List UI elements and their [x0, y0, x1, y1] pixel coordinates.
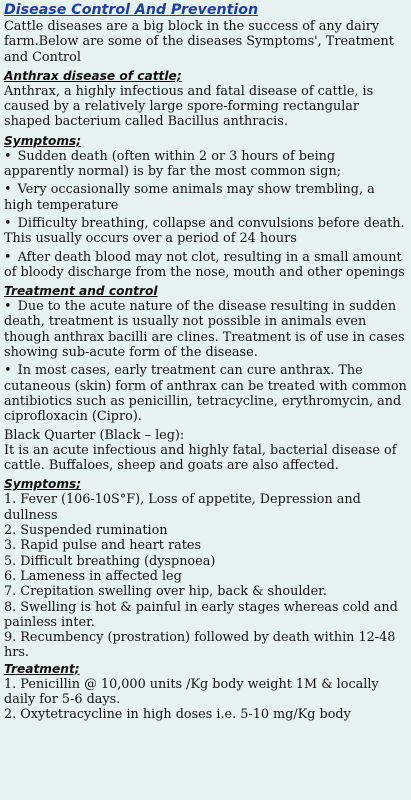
list-item: • In most cases, early treatment can cure anthrax. The cutaneous (skin) form of anthrax can be treated with common antibiotics such as penicillin, tetracycline, erythromycin, and ciprofloxacin (Cipro). [4, 363, 407, 425]
anthrax-treatment-heading: Treatment and control [4, 284, 158, 299]
list-item: 2. Oxytetracycline in high doses i.e. 5-10 mg/Kg body [4, 707, 351, 723]
anthrax-heading: Anthrax disease of cattle; [4, 68, 182, 83]
list-item: 5. Difficult breathing (dyspnoea) [4, 553, 216, 569]
list-item: • Sudden death (often within 2 or 3 hours of being apparently normal) is by far the most common sign; [4, 148, 342, 180]
intro-paragraph: Cattle diseases are a big block in the success of any dairy farm.Below are some of the diseases Symptoms', Treatment and Control [4, 19, 394, 65]
list-item: 1. Penicillin @ 10,000 units /Kg body weight 1M & locally daily for 5-6 days. [4, 676, 379, 707]
bullet-icon: • [4, 363, 12, 379]
list-item: 3. Rapid pulse and heart rates [4, 538, 202, 554]
list-item: • Due to the acute nature of the disease resulting in sudden death, treatment is usually not possible in animals even though anthrax bacilli are clines. Treatment is of use in cases showing sub-acute form of the disease. [4, 299, 405, 361]
list-item: 2. Suspended rumination [4, 523, 168, 539]
black-quarter-treatment-heading: Treatment; [4, 661, 80, 676]
bullet-icon: • [4, 215, 12, 231]
anthrax-description: Anthrax, a highly infectious and fatal disease of cattle, is caused by a relatively large spore-forming rectangular shaped bacterium called Bacillus anthracis. [4, 83, 374, 130]
bullet-icon: • [4, 182, 12, 198]
bullet-icon: • [4, 148, 12, 164]
bullet-icon: • [4, 299, 12, 315]
black-quarter-treatment-list [4, 677, 407, 723]
list-item: 9. Recumbency (prostration) followed by death within 12-48 hrs. [4, 630, 396, 661]
list-item: 1. Fever (106-10S°F), Loss of appetite, Depression and dullness [4, 492, 361, 523]
list-item: • Very occasionally some animals may show trembling, a high temperature [4, 182, 375, 213]
black-quarter-description: It is an acute infectious and highly fatal, bacterial disease of cattle. Buffaloes, sheep and goats are also affected. [4, 442, 397, 474]
list-item: • After death blood may not clot, resulting in a small amount of bloody discharge from the nose, mouth and other openings [4, 249, 405, 280]
anthrax-symptoms-heading: Symptoms; [4, 133, 82, 148]
list-item: 7. Crepitation swelling over hip, back & shoulder. [4, 584, 327, 600]
black-quarter-symptoms-heading: Symptoms; [4, 477, 82, 492]
anthrax-symptoms-list [4, 149, 407, 280]
black-quarter-symptoms-list [4, 492, 407, 660]
bullet-icon: • [4, 249, 12, 265]
list-item: • Difficulty breathing, collapse and convulsions before death. This usually occurs over a period of 24 hours [4, 215, 405, 247]
list-item: 8. Swelling is hot & painful in early stages whereas cold and painless inter. [4, 599, 398, 630]
list-item: 6. Lameness in affected leg [4, 568, 182, 584]
black-quarter-heading: Black Quarter (Black – leg): [4, 427, 185, 443]
anthrax-treatment-list [4, 299, 407, 424]
page-title: Disease Control And Prevention [4, 2, 259, 18]
